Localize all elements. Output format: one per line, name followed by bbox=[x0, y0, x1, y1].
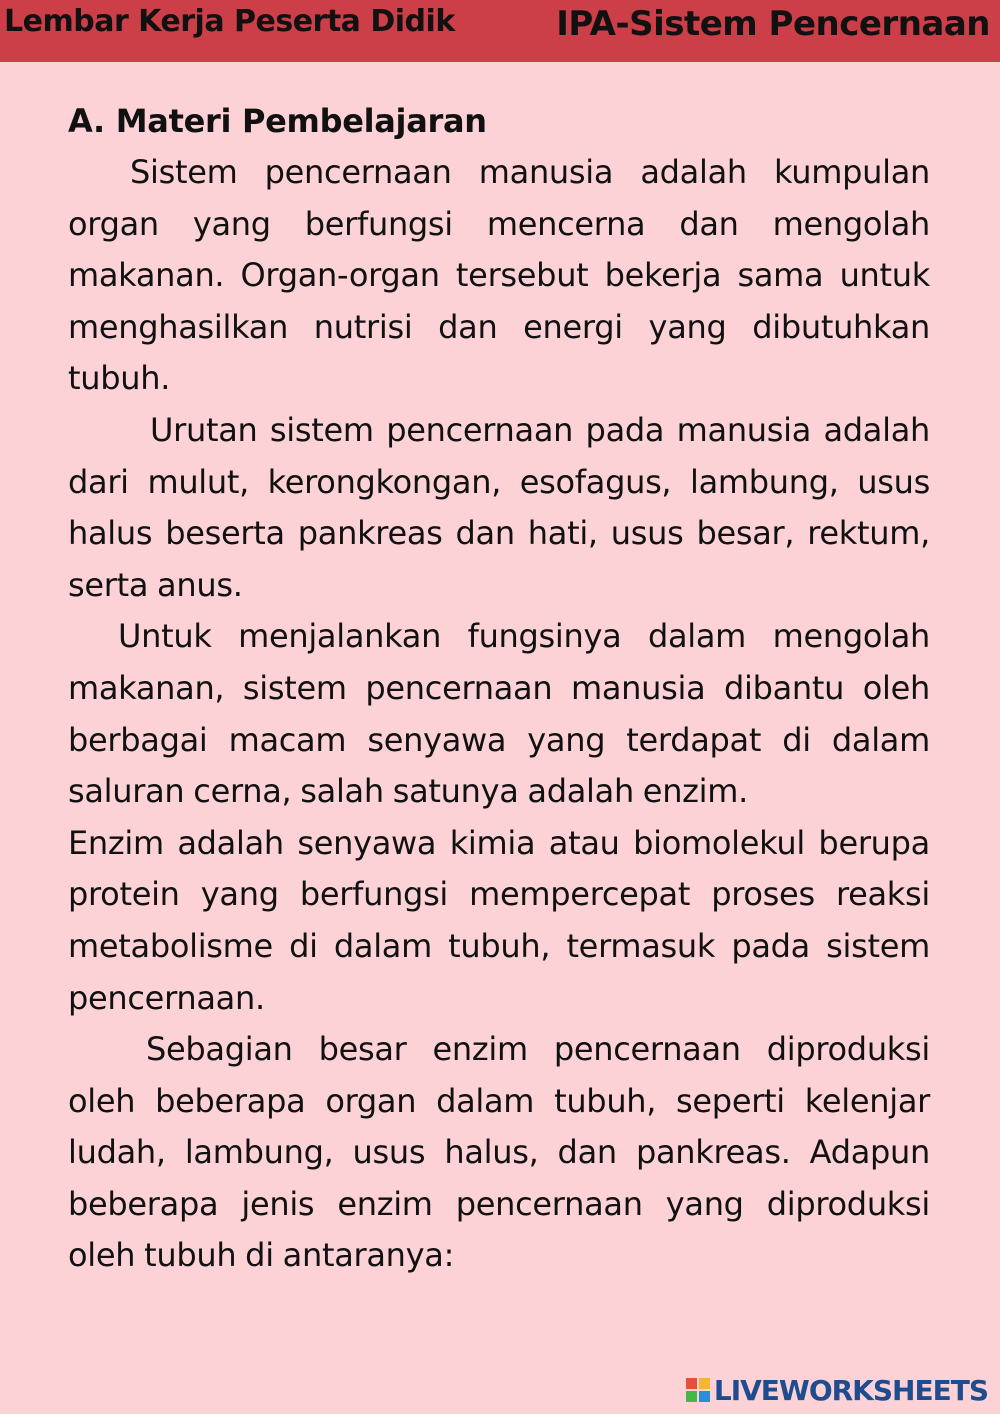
worksheet-label: Lembar Kerja Peserta Didik bbox=[4, 4, 455, 39]
liveworksheets-logo-icon bbox=[686, 1378, 710, 1402]
subject-title: IPA-Sistem Pencernaan bbox=[556, 4, 990, 44]
header-bar bbox=[0, 0, 1000, 62]
main-content bbox=[68, 95, 930, 1282]
paragraph-2: Urutan sistem pencernaan pada manusia adalah dari mulut, kerongkongan, esofagus, lambung, usus halus beserta pankreas dan hati, usus besar, rektum, serta anus. bbox=[68, 410, 930, 604]
paragraph-1: Sistem pencernaan manusia adalah kumpulan organ yang berfungsi mencerna dan mengolah makanan. Organ-organ tersebut bekerja sama untuk menghasilkan nutrisi dan energi yang dibutuhkan tubuh. bbox=[68, 153, 930, 398]
brand-name: LIVEWORKSHEETS bbox=[713, 1373, 988, 1407]
paragraph-3: Untuk menjalankan fungsinya dalam mengolah makanan, sistem pencernaan manusia dibantu oleh berbagai macam senyawa yang terdapat di dalam saluran cerna, salah satunya adalah enzim. bbox=[68, 617, 930, 811]
paragraph-4: Enzim adalah senyawa kimia atau biomolekul berupa protein yang berfungsi mempercepat proses reaksi metabolisme di dalam tubuh, termasuk pada sistem pencernaan. bbox=[68, 823, 930, 1017]
section-title: A. Materi Pembelajaran bbox=[68, 102, 487, 140]
paragraph-5: Sebagian besar enzim pencernaan diproduksi oleh beberapa organ dalam tubuh, seperti kelenjar ludah, lambung, usus halus, dan pankreas. Adapun beberapa jenis enzim pencernaan yang diproduksi oleh tubuh di antaranya: bbox=[68, 1030, 930, 1275]
liveworksheets-brand bbox=[686, 1372, 988, 1408]
